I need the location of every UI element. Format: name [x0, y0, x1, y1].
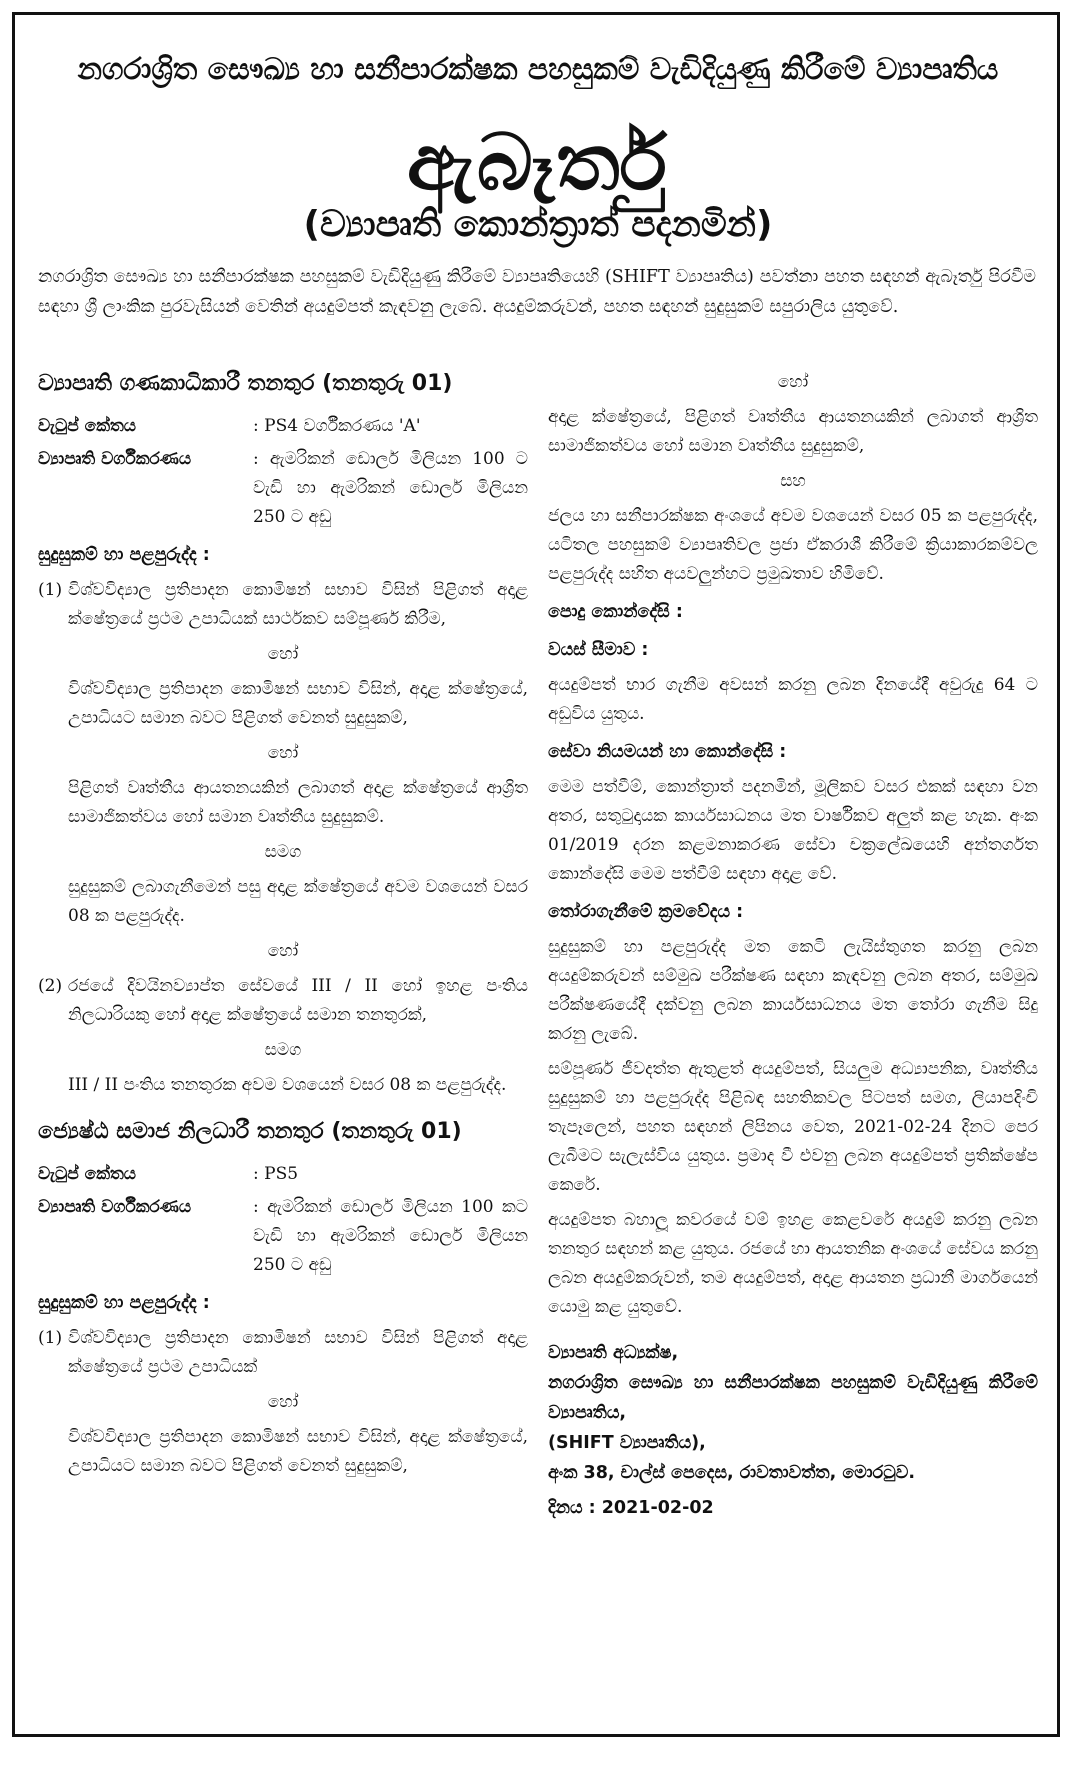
- service-conditions-title: සේවා නියමයන් හා කොන්දේසි :: [548, 742, 787, 762]
- post1-q1d: සුදුසුකම් ලබාගැනීමෙන් පසු අදාළ ක්ෂේත්‍රයේ අවම වශයෙන් වසර 08 ක පළපුරුද්ද.: [68, 877, 528, 926]
- address-line-2: නගරාශ්‍රිත සෞඛ්‍ය හා සනීපාරක්ෂක පහසුකම් වැඩිදියුණු කිරීමේ ව්‍යාපෘතිය,: [548, 1373, 1038, 1423]
- selection-method-title: තෝරාගැනීමේ ක්‍රමවේදය :: [548, 902, 744, 922]
- post2-class-value: : ඇමරිකන් ඩොලර් මිලියන 100 කට වැඩි හා ඇමරිකන් ඩොලර් මිලියන 250 ට අඩු: [253, 1197, 528, 1275]
- post1-class-label: ව්‍යාපෘති වර්ගීකරණය: [38, 449, 192, 469]
- post1-qual-title: සුදුසුකම් හා පළපුරුද්ද :: [38, 545, 210, 565]
- connector-with: සමග: [264, 1040, 302, 1060]
- post2-q1: [38, 1324, 528, 1382]
- selection-paragraph-2: සම්පූර්ණ ජීවදත්ත ඇතුළත් අයදුම්පත්, සියලුම අධ්‍යාපනික, වෘත්තීය සුදුසුකම් හා පළපුරුද්ද පිළිබඳ සහතිකවල පිටපත් සමග, ලියාපදිංචි තැපෑලෙන්, පහත සඳහන් ලිපිනය වෙත, 2021-02-24 දිනට පෙර ලැබීමට සැලැස්විය යුතුය. ප්‍රමාද වී එවනු ලබන අයදුම්පත් ප්‍රතික්ෂේප කෙරේ.: [548, 1059, 1038, 1195]
- post1-class-row: [38, 445, 528, 532]
- connector-or: හෝ: [267, 1392, 299, 1412]
- post2-salary-value: : PS5: [253, 1164, 299, 1184]
- right-column: [548, 362, 1038, 1523]
- project-name-heading: නගරාශ්‍රිත සෞඛ්‍ය හා සනීපාරක්ෂක පහසුකම් වැඩිදියුණු කිරීමේ ව්‍යාපෘතිය: [77, 52, 999, 87]
- post2-title: ජ්‍යෙෂ්ඨ සමාජ නිලධාරී තනතුර (තනතුරු 01): [38, 1119, 462, 1144]
- vacancies-heading: ඇබෑර්තු: [407, 118, 669, 208]
- connector-or: හෝ: [777, 372, 809, 392]
- post1-q2b: III / II පංතිය තනතුරක අවම වශයෙන් වසර 08 ක පළපුරුද්ද.: [68, 1075, 507, 1095]
- post1-salary-value: : PS4 වර්ගීකරණය 'A': [253, 416, 421, 436]
- post1-q1b: විශ්වවිද්‍යාල ප්‍රතිපාදන කොමිෂන් සභාව විසින්, අදාළ ක්ෂේත්‍රයේ, උපාධියට සමාන බවට පිළිගත් වෙනත් සුදුසුකම්,: [68, 679, 528, 728]
- post2-class-row: [38, 1193, 528, 1280]
- connector-with: සමග: [264, 842, 302, 862]
- contract-basis-heading: (ව්‍යාපෘති කොන්ත්‍රාත් පදනමින්): [303, 204, 773, 245]
- post1-q1-text: විශ්වවිද්‍යාල ප්‍රතිපාදන කොමිෂන් සභාව විසින් පිළිගත් අදාළ ක්ෂේත්‍රයේ ප්‍රථම උපාධියක් සාර්ථකව සම්පූර්ණ කිරීම,: [68, 580, 528, 629]
- post2-qual-title: සුදුසුකම් හා පළපුරුද්ද :: [38, 1293, 210, 1313]
- post2-q1b: විශ්වවිද්‍යාල ප්‍රතිපාදන කොමිෂන් සභාව විසින්, අදාළ ක්ෂේත්‍රයේ, උපාධියට සමාන බවට පිළිගත් වෙනත් සුදුසුකම්,: [68, 1427, 528, 1476]
- connector-or: හෝ: [267, 743, 299, 763]
- connector-or: හෝ: [267, 644, 299, 664]
- post1-q2-num: (2): [38, 976, 63, 996]
- selection-paragraph-3: අයදුම්පත බහාලූ කවරයේ වම් ඉහළ කෙළවරේ අයදුම් කරනු ලබන තනතුර සඳහන් කළ යුතුය. රජයේ හා ආයතනික අංශයේ සේවය කරනු ලබන අයදුම්කරුවන්, තම අයදුම්පත්, අදාළ ආයතන ප්‍රධානී මාර්ගයෙන් යොමු කළ යුතුවේ.: [548, 1210, 1038, 1317]
- connector-or: හෝ: [267, 941, 299, 961]
- post1-q2: [38, 972, 528, 1030]
- post2-salary-label: වැටුප් කේතය: [38, 1164, 137, 1184]
- publication-date: දිනය : 2021-02-02: [548, 1498, 714, 1518]
- left-column: [38, 362, 528, 1487]
- general-conditions-title: පොදු කොන්දේසි :: [548, 602, 683, 622]
- post2-q1-text: විශ්වවිද්‍යාල ප්‍රතිපාදන කොමිෂන් සභාව විසින් පිළිගත් අදාළ ක්ෂේත්‍රයේ ප්‍රථම උපාධියක්: [68, 1328, 528, 1377]
- address-line-3: (SHIFT ව්‍යාපෘතිය),: [548, 1433, 706, 1453]
- post1-title: ව්‍යාපෘති ගණකාධිකාරී තනතුර (තනතුරු 01): [38, 371, 453, 396]
- experience-priority-paragraph: ජලය හා සනීපාරක්ෂක අංශයේ අවම වශයෙන් වසර 05 ක පළපුරුද්ද, යටිතල පහසුකම් ව්‍යාපෘතිවල ප්‍රජා ඒකරාශී කිරීමේ ක්‍රියාකාරකම්වල පළපුරුද්ද සහිත අයවලුන්හට ප්‍රමුඛතාව හිමිවේ.: [548, 506, 1038, 584]
- post1-q2-text: රජයේ දිවයිනව්‍යාප්ත සේවයේ III / II හෝ ඉහළ පංතිය නිලධාරියකු හෝ අදාළ ක්ෂේත්‍රයේ සමාන තනතුරක්,: [68, 976, 528, 1025]
- post2-class-label: ව්‍යාපෘති වර්ගීකරණය: [38, 1197, 192, 1217]
- age-limit-text: අයදුම්පත් භාර ගැනීම අවසන් කරනු ලබන දිනයේදී අවුරුදු 64 ට අඩුවිය යුතුය.: [548, 675, 1038, 724]
- postal-address: [548, 1338, 1038, 1488]
- post2-q1-num: (1): [38, 1328, 63, 1348]
- post1-q1c: පිළිගත් වෘත්තීය ආයතනයකින් ලබාගත් අදාළ ක්ෂේත්‍රයේ ආශ්‍රිත සාමාජිකත්වය හෝ සමාන වෘත්තීය සුදුසුකම්.: [68, 778, 528, 827]
- address-line-1: ව්‍යාපෘති අධ්‍යක්ෂ,: [548, 1343, 679, 1363]
- post1-salary-label: වැටුප් කේතය: [38, 416, 137, 436]
- post1-class-value: : ඇමරිකන් ඩොලර් මිලියන 100 ට වැඩි හා ඇමරිකන් ඩොලර් මිලියන 250 ට අඩු: [253, 449, 528, 527]
- post1-q1: [38, 576, 528, 634]
- selection-paragraph-1: සුදුසුකම් හා පළපුරුද්ද මත කෙටි ලැයිස්තුගත කරනු ලබන අයදුම්කරුවන් සම්මුඛ පරීක්ෂණ සඳහා කැඳවනු ලබන අතර, සම්මුඛ පරීක්ෂණයේදී දක්වනු ලබන කාර්යසාධනය මත තෝරා ගැනීම සිදු කරනු ලැබේ.: [548, 937, 1038, 1044]
- address-line-4: අංක 38, චාල්ස් පෙදෙස, රාවතාවත්ත, මොරටුව.: [548, 1463, 916, 1483]
- membership-paragraph: අදාළ ක්ෂේත්‍රයේ, පිළිගත් වෘත්තීය ආයතනයකින් ලබාගත් ආශ්‍රිත සාමාජිකත්වය හෝ සමාන වෘත්තීය සුදුසුකම්,: [548, 407, 1038, 456]
- intro-paragraph: නගරාශ්‍රිත සෞඛ්‍ය හා සනීපාරක්ෂක පහසුකම් වැඩිදියුණු කිරීමේ ව්‍යාපෘතියෙහි (SHIFT ව්‍යාපෘතිය) පවත්නා පහත සඳහන් ඇබෑර්තු පිරවීම සඳහා ශ්‍රී ලාංකික පුරවැසියන් වෙතින් අයදුම්පත් කැඳවනු ලැබේ. අයදුම්කරුවන්, පහත සඳහන් සුදුසුකම් සපුරාලිය යුතුවේ.: [38, 267, 1036, 317]
- post2-salary-row: [38, 1160, 528, 1189]
- age-limit-title: වයස් සීමාව :: [548, 640, 649, 660]
- service-conditions-text: මෙම පත්වීම්, කොන්ත්‍රාත් පදනමින්, මූලිකව වසර එකක් සඳහා වන අතර, සතුටුදායක කාර්යසාධනය මත වාර්ෂිකව අලුත් කළ හැක. අංක 01/2019 දරන කළමනාකරණ සේවා චක්‍රලේඛයෙහි අන්තර්ගත කොන්දේසි මෙම පත්වීම් සඳහා අදාළ වේ.: [548, 777, 1038, 884]
- post1-salary-row: [38, 412, 528, 441]
- post1-q1-num: (1): [38, 580, 63, 600]
- connector-and: සහ: [780, 471, 806, 491]
